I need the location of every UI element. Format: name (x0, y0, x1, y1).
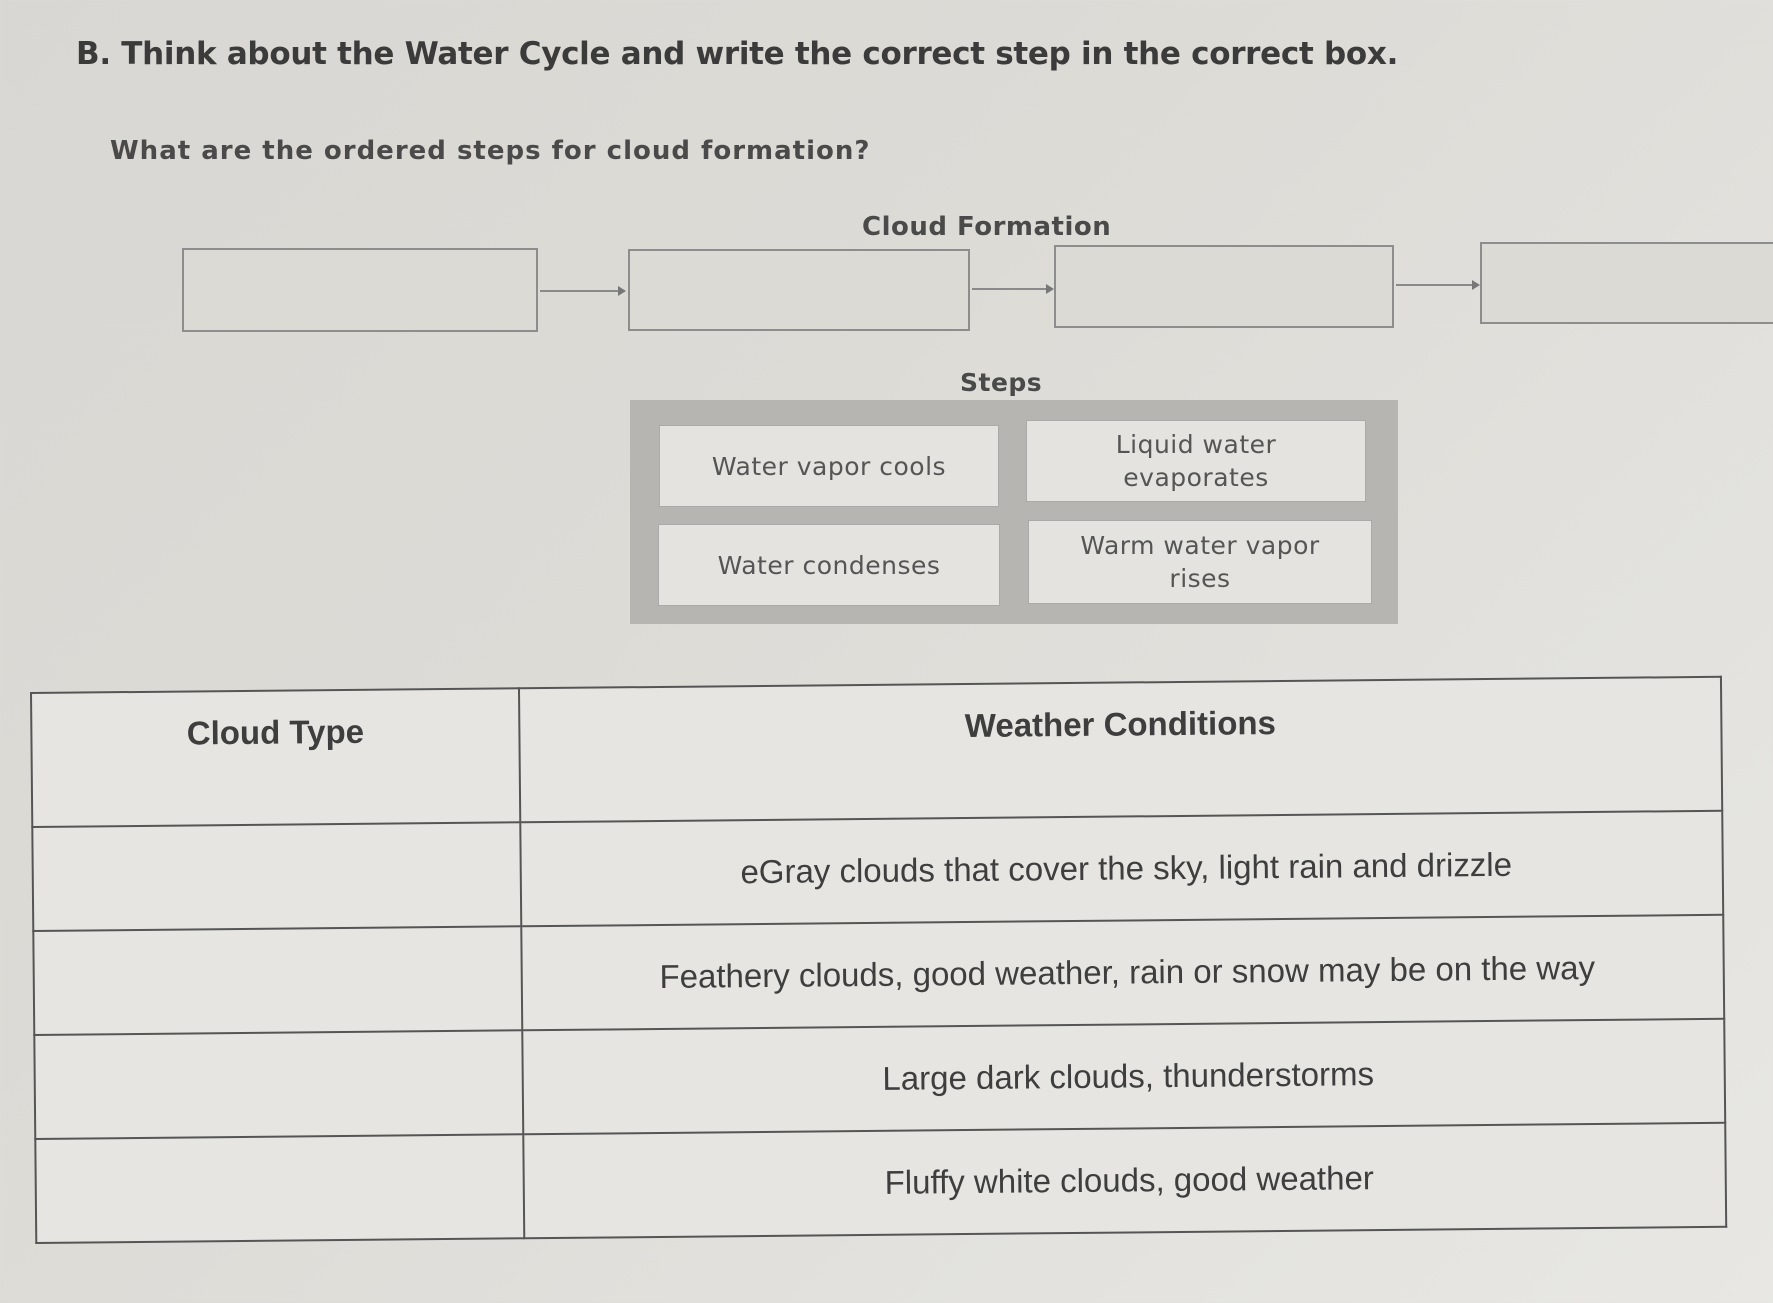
flow-box-2[interactable] (628, 249, 970, 331)
steps-panel (630, 400, 1398, 624)
table-row (33, 915, 1724, 1035)
header-cloud-type: Cloud Type (31, 688, 520, 827)
flow-box-3[interactable] (1054, 245, 1394, 328)
cloud-type-table (30, 676, 1727, 1244)
cloud-type-cell[interactable] (35, 1134, 524, 1243)
table-row (32, 811, 1723, 931)
question-text: What are the ordered steps for cloud formation? (110, 136, 871, 166)
cloud-type-cell[interactable] (32, 822, 521, 931)
step-card-liquid-water-evaporates[interactable]: Liquid water evaporates (1026, 420, 1366, 502)
table-row (34, 1019, 1725, 1139)
header-weather-conditions: Weather Conditions (519, 677, 1722, 823)
flow-arrow-1 (540, 290, 624, 292)
step-card-water-condenses[interactable]: Water condenses (658, 524, 1000, 606)
step-card-water-vapor-cools[interactable]: Water vapor cools (659, 425, 999, 507)
flow-chart-title: Cloud Formation (862, 212, 1112, 242)
worksheet-heading: B. Think about the Water Cycle and write the correct step in the correct box. (76, 36, 1399, 72)
flow-arrow-3 (1396, 284, 1478, 286)
table-row (35, 1123, 1726, 1243)
weather-conditions-cell: eGray clouds that cover the sky, light rain and drizzle (520, 811, 1723, 927)
step-card-warm-water-vapor-rises[interactable]: Warm water vapor rises (1028, 520, 1372, 604)
flow-arrow-2 (972, 288, 1052, 290)
cloud-type-cell[interactable] (33, 926, 522, 1035)
steps-title: Steps (960, 368, 1043, 397)
flow-box-4[interactable] (1480, 242, 1773, 324)
table-header-row (31, 677, 1722, 827)
weather-conditions-cell: Fluffy white clouds, good weather (523, 1123, 1726, 1239)
cloud-type-cell[interactable] (34, 1030, 523, 1139)
weather-conditions-cell: Feathery clouds, good weather, rain or snow may be on the way (521, 915, 1724, 1031)
weather-conditions-cell: Large dark clouds, thunderstorms (522, 1019, 1725, 1135)
flow-box-1[interactable] (182, 248, 538, 332)
